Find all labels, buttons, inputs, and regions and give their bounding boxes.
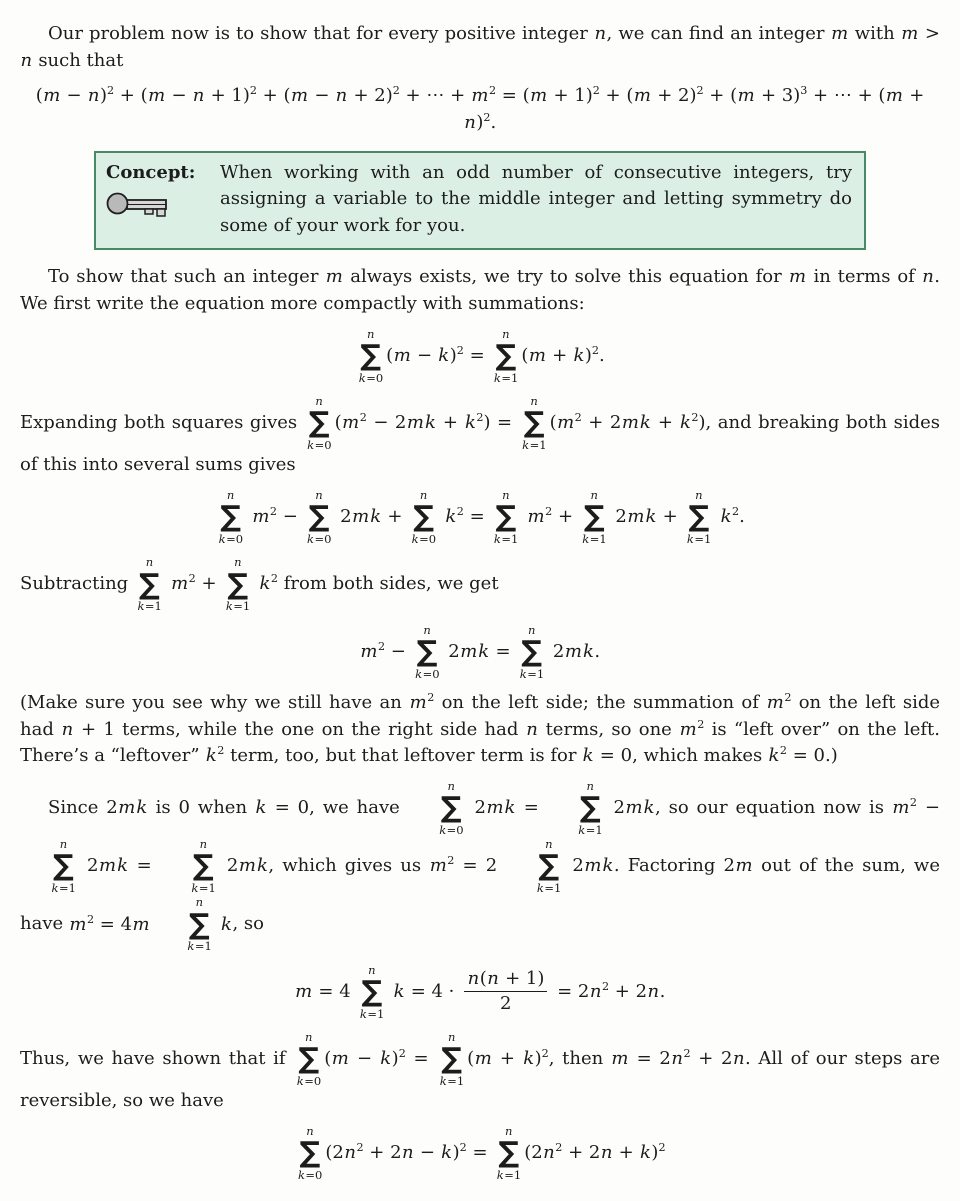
summation: n ∑ k=0: [415, 622, 440, 681]
inline-math: n ∑ k=0 $(m^2 - 2mk + k^2)$ = n ∑ k=1 $(m^2 + 2mk + k^2)$: [307, 393, 706, 452]
display-equation: $(m - n)^2 + (m - n + 1)^2 + (m - n + 2)^2$ + ⋯ + $m^2 = (m + 1)^2 + (m + 2)^2 + (m + 3)^3$ + ⋯ + $(m + n)^2$.: [35, 84, 925, 133]
summation: n ∑ k=1: [536, 837, 562, 896]
concept-label: Concept:: [106, 161, 196, 183]
inline-math: $m^2$: [409, 690, 435, 713]
inline-math: m: [325, 266, 343, 288]
display-equation: n ∑ k=0 $m^2$ − n ∑ k=0 2mk + n ∑ k=0 $k^2$ = n ∑ k=1 $m^2$ + n ∑ k=1 2mk + n ∑ k=1 $k^2$.: [218, 487, 745, 546]
summation: n ∑ k=1: [686, 487, 712, 546]
summation: n ∑ k=1: [191, 837, 216, 896]
summation: n ∑ k=1: [522, 393, 547, 452]
summation: n ∑ k=0: [358, 326, 384, 385]
display-equation: $m^2$ − n ∑ k=0 2mk = n ∑ k=1 2mk.: [360, 622, 601, 681]
summation: n ∑ k=1: [493, 487, 519, 546]
inline-math: n ∑ k=0 $(m - k)^2$ = n ∑ k=1 $(m + k)^2$: [296, 1030, 549, 1089]
book-page: [20, 21, 940, 1182]
inline-math: m > n: [20, 23, 941, 71]
inline-math: 2m: [723, 855, 753, 877]
summation: n ∑ k=1: [582, 487, 607, 546]
summation: n ∑ k=0: [307, 393, 332, 452]
fraction: $\frac{n(n + 1)}{2}$: [464, 968, 547, 1016]
inline-math: $k^2$: [205, 744, 225, 767]
summation: n ∑ k=1: [359, 962, 385, 1021]
concept-box: [94, 151, 866, 251]
inline-math: n: [526, 718, 538, 740]
inline-math: k = 0: [582, 745, 633, 767]
inline-math: n: [922, 266, 934, 288]
inline-math: m: [789, 266, 807, 288]
display-equation: n ∑ k=0 $(2n^2 + 2n - k)^2$ = n ∑ k=1 $(2n^2 + 2n + k)^2$: [297, 1124, 666, 1182]
inline-math: m: [831, 23, 849, 44]
display-equation: n ∑ k=0 $(m - k)^2$ = n ∑ k=1 $(m + k)^2$.: [358, 326, 605, 385]
inline-math: n ∑ k=0 2mk = n ∑ k=1 2mk: [408, 797, 655, 818]
summation: n ∑ k=0: [296, 1030, 322, 1089]
inline-math: n: [594, 23, 607, 44]
summation: n ∑ k=0: [218, 487, 244, 546]
paragraph: Subtracting n ∑ k=1 $m^2$ + n ∑ k=1 $k^2$ from both sides, we get: [20, 555, 499, 614]
inline-math: $m^2 = 2$ n ∑ k=1 2mk: [429, 837, 614, 896]
concept-text: When working with an odd number of consecutive integers, try assigning a variable to the middle integer and letting symmetry do some of your work for you.: [220, 161, 852, 236]
key-icon: [106, 190, 170, 220]
summation: n ∑ k=1: [225, 555, 251, 614]
summation: n ∑ k=1: [439, 1030, 465, 1089]
inline-math: n ∑ k=1 $m^2$ + n ∑ k=1 $k^2$: [137, 555, 278, 614]
summation: n ∑ k=1: [496, 1124, 522, 1182]
inline-math: $m^2$: [766, 690, 792, 713]
inline-math: $k^2 = 0$: [768, 744, 825, 767]
inline-math: $m^2$: [679, 717, 705, 740]
summation: n ∑ k=0: [307, 487, 332, 546]
inline-math: n + 1: [61, 718, 115, 740]
paragraph: To show that such an integer m always exists, we try to solve this equation for m in terms of n. We first write the equation more compactly with summations:: [20, 266, 941, 314]
paragraph: (Make sure you see why we still have an $m^2$ on the left side; the summation of $m^2$ on the left side had n + 1 terms, while the one on the right side had n terms, so one $m^2$ is “left over” on the left. There’s a “leftover” $k^2$ term, too, but that leftover term is for k = 0, which makes $k^2 = 0$.): [20, 690, 940, 767]
summation: n ∑ k=1: [187, 895, 212, 954]
display-equation: m = 4 n ∑ k=1 k = 4 · $\frac{n(n + 1)}{2}$ = $2n^2 + 2n$.: [295, 962, 666, 1021]
paragraph: Expanding both squares gives n ∑ k=0 $(m^2 - 2mk + k^2)$ = n ∑ k=1 $(m^2 + 2mk + k^2)$, and breaking both sides of this into several sums gives: [20, 393, 940, 476]
summation: n ∑ k=1: [137, 555, 162, 614]
summation: n ∑ k=0: [411, 487, 437, 546]
inline-math: 2mk: [106, 796, 148, 818]
summation: n ∑ k=1: [51, 837, 76, 896]
summation: n ∑ k=1: [578, 778, 603, 837]
paragraph: Our problem now is to show that for every positive integer n, we can find an integer m with m > n such that: [20, 23, 941, 71]
paragraph: Thus, we have shown that if n ∑ k=0 $(m - k)^2$ = n ∑ k=1 $(m + k)^2$, then $m = 2n^2 + 2n$. All of our steps are reversible, so we have: [20, 1030, 941, 1112]
inline-math: $m^2 = 4m$ n ∑ k=1 k: [69, 895, 232, 954]
summation: n ∑ k=1: [493, 326, 519, 385]
inline-math: k = 0: [255, 796, 310, 818]
concept-label-column: [106, 160, 204, 240]
summation: n ∑ k=0: [439, 778, 464, 837]
summation: n ∑ k=1: [519, 622, 545, 681]
inline-math: $m = 2n^2 + 2n$: [611, 1047, 745, 1070]
inline-math: $m^2$ − n ∑ k=1 2mk = n ∑ k=1 2mk: [20, 797, 940, 876]
paragraph: Since 2mk is 0 when k = 0, we have n ∑ k=0 2mk = n ∑ k=1 2mk, so our equation now is $m^2$ − n ∑ k=1 2mk = n ∑ k=1 2mk, which gives us $m^2 = 2$ n ∑ k=1 2mk. Factoring 2m out of the sum, we have $m^2 = 4m$ n ∑ k=1 k, so: [20, 778, 940, 954]
summation: n ∑ k=0: [297, 1124, 323, 1182]
